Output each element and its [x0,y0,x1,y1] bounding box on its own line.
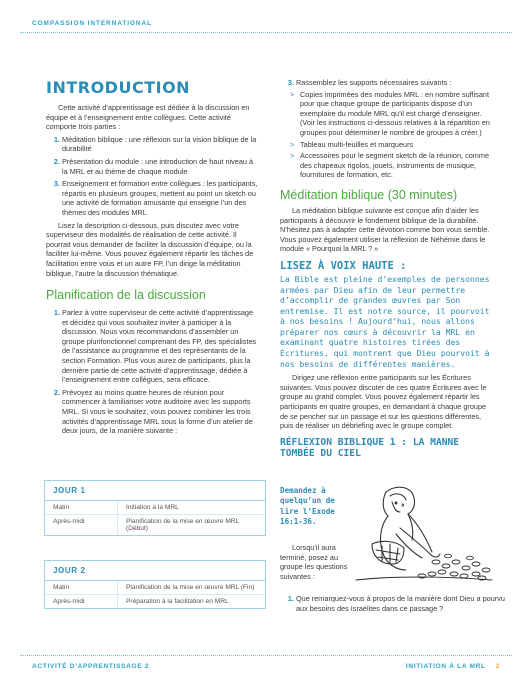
table-cell: Après-midi [45,595,118,608]
table-cell: Matin [45,501,118,514]
discussion-paragraph: Dirigez une réflexion entre participants sur les Écritures suivantes. Vous pouvez discuter de ces quatre Écritures avec le groupe au grand complet. Vous pouvez également répartir les participants en quatre groupes, en demandant à chaque groupe de se pencher sur un passage et sur les questions différentes, puis de réaliser un débriefing avec le groupe complet. [280,373,487,431]
list-item: 1. Méditation biblique : une réflexion sur la vision biblique de la durabilité [62,135,260,154]
table-cell: Préparation à la facilitation en MRL [126,598,229,605]
table-cell: Planification de la mise en œuvre MRL (Fin) [126,584,255,591]
support-item: > Accessoires pour le segment sketch de la réunion, comme des chapeaux rigolos, jouets, instruments de musique, fournitures de formation, etc. [280,151,492,180]
intro-title: INTRODUCTION [46,78,191,97]
list-item-text: Rassemblez les supports nécessaires suivants : [296,78,452,87]
table-row [45,581,265,595]
questions-intro: Lorsqu’il aura terminé, posez au groupe les questions suivantes : [280,543,348,581]
schedule-day-title: JOUR 1 [45,481,265,501]
table-cell: Matin [45,581,118,594]
read-aloud-heading: LISEZ À VOIX HAUTE : [280,259,407,272]
support-item: > Tableau multi-feuilles et marqueurs [280,140,492,150]
left-column [46,78,260,439]
manna-illustration-icon [352,482,496,590]
header-org: COMPASSION INTERNATIONAL [32,20,152,27]
top-divider [20,32,512,33]
intro-paragraph: Cette activité d’apprentissage est dédiée à la discussion en équipe et à l’enseignement entre collègues. Cette activité comporte trois parties : [46,103,250,132]
list-item [296,78,492,180]
plan-list [46,308,260,436]
questions-list [280,594,508,616]
right-column [280,78,492,462]
meditation-title: Méditation biblique (30 minutes) [280,187,458,202]
schedule-day-title: JOUR 2 [45,561,265,581]
footer-left: ACTIVITÉ D’APPRENTISSAGE 2 [32,663,150,670]
table-cell: Après-midi [45,515,118,535]
schedule-day-2 [44,560,266,609]
list-item: 2. Prévoyez au moins quatre heures de réunion pour commencer à familiariser votre auditoire avec les supports MRL. Si vous le souhaitez, vous pouvez combiner les trois activités d’apprentissage MRL sous la forme d’un atelier de deux jours, de la manière suivante : [62,388,260,436]
meditation-paragraph: La méditation biblique suivante est conçue afin d’aider les participants à découvrir le fondement biblique de la durabilité. N’hésitez pas à adapter cette dévotion comme bon vous semble. Vous pouvez également utiliser la réflexion de Néhémie dans le module « Pourquoi la MRL ? » [280,205,490,254]
table-row [45,501,265,515]
page-number: 2 [495,663,500,670]
footer-title: INITIATION À LA MRL [405,663,486,670]
table-row [45,595,265,608]
intro-list [46,135,260,218]
reflection-title: RÉFLEXION BIBLIQUE 1 : LA MANNE TOMBÉE DU CIEL [280,436,460,460]
read-exodus-prompt: Demandez à quelqu’un de lire l’Exode 16:1-36. [280,486,335,527]
plan-title: Planification de la discussion [46,288,206,303]
list-item: 2. Présentation du module : une introduction de haut niveau à la MRL et au thème de chaque module [62,157,260,176]
table-cell: Planification de la mise en œuvre MRL (Début) [126,518,239,532]
supports-list [280,90,492,180]
list-item: 3. Enseignement et formation entre collègues : les participants, répartis en plusieurs groupes, mettent au point un sketch ou une activité de formation amusante qui enseigne l’un des thèmes des modules MRL [62,179,260,217]
intro-paragraph-2: Lisez la description ci-dessous, puis discutez avec votre superviseur des modalités de réalisation de cette activité. Il pourrait vous demander de faciliter la discussion d’équipe, ou la faciliter lui-même. Vous pouvez également répartir les tâches de facilitation entre vous et un autre FP, l’un dirige la méditation biblique, l’autre la discussion thématique. [46,220,254,278]
list-item: 1. Parlez à votre superviseur de cette activité d’apprentissage et décidez qui vous souhaitez inviter à participer à la discussion. Nous vous recommandons d’assembler un groupe plurifonctionnel comprenant des FP, des spécialistes de l’assistance au programme et des représentants de la section Formation. Plus vous aurez de participants, plus la dernière partie de cette activité d’apprentissage, dédiée à l’enseignement entre collègues, sera efficace. [62,308,260,385]
table-cell: Initiation à la MRL [126,504,179,511]
list-item: 1. Que remarquez-vous à propos de la manière dont Dieu a pourvu aux besoins des Israélites dans ce passage ? [296,594,508,613]
bottom-divider [20,655,512,656]
footer-right [406,663,500,670]
schedule-day-1 [44,480,266,536]
read-aloud-text: La Bible est pleine d’exemples de personnes armées par Dieu afin de leur permettre d’accomplir de grandes œuvres par Son entremise. Il est notre source, il pourvoit à nos besoins ! Aujourd’hui, nous allons préparer nos cœurs à découvrir la MRL en examinant quatre histoires tirées des Écritures, qui montrent que Dieu pourvoit à nos besoins de différentes manières. [280,273,490,369]
plan-list-continued [280,78,492,180]
support-item: > Copies imprimées des modules MRL : en nombre suffisant pour que chaque groupe de participants dispose d’un exemplaire du module MRL qu’il est chargé d’enseigner. (Voir les instructions ci-dessous relatives à la répartition en groupes pour déterminer le nombre de groupes à créer.) [280,90,492,138]
table-row [45,515,265,535]
